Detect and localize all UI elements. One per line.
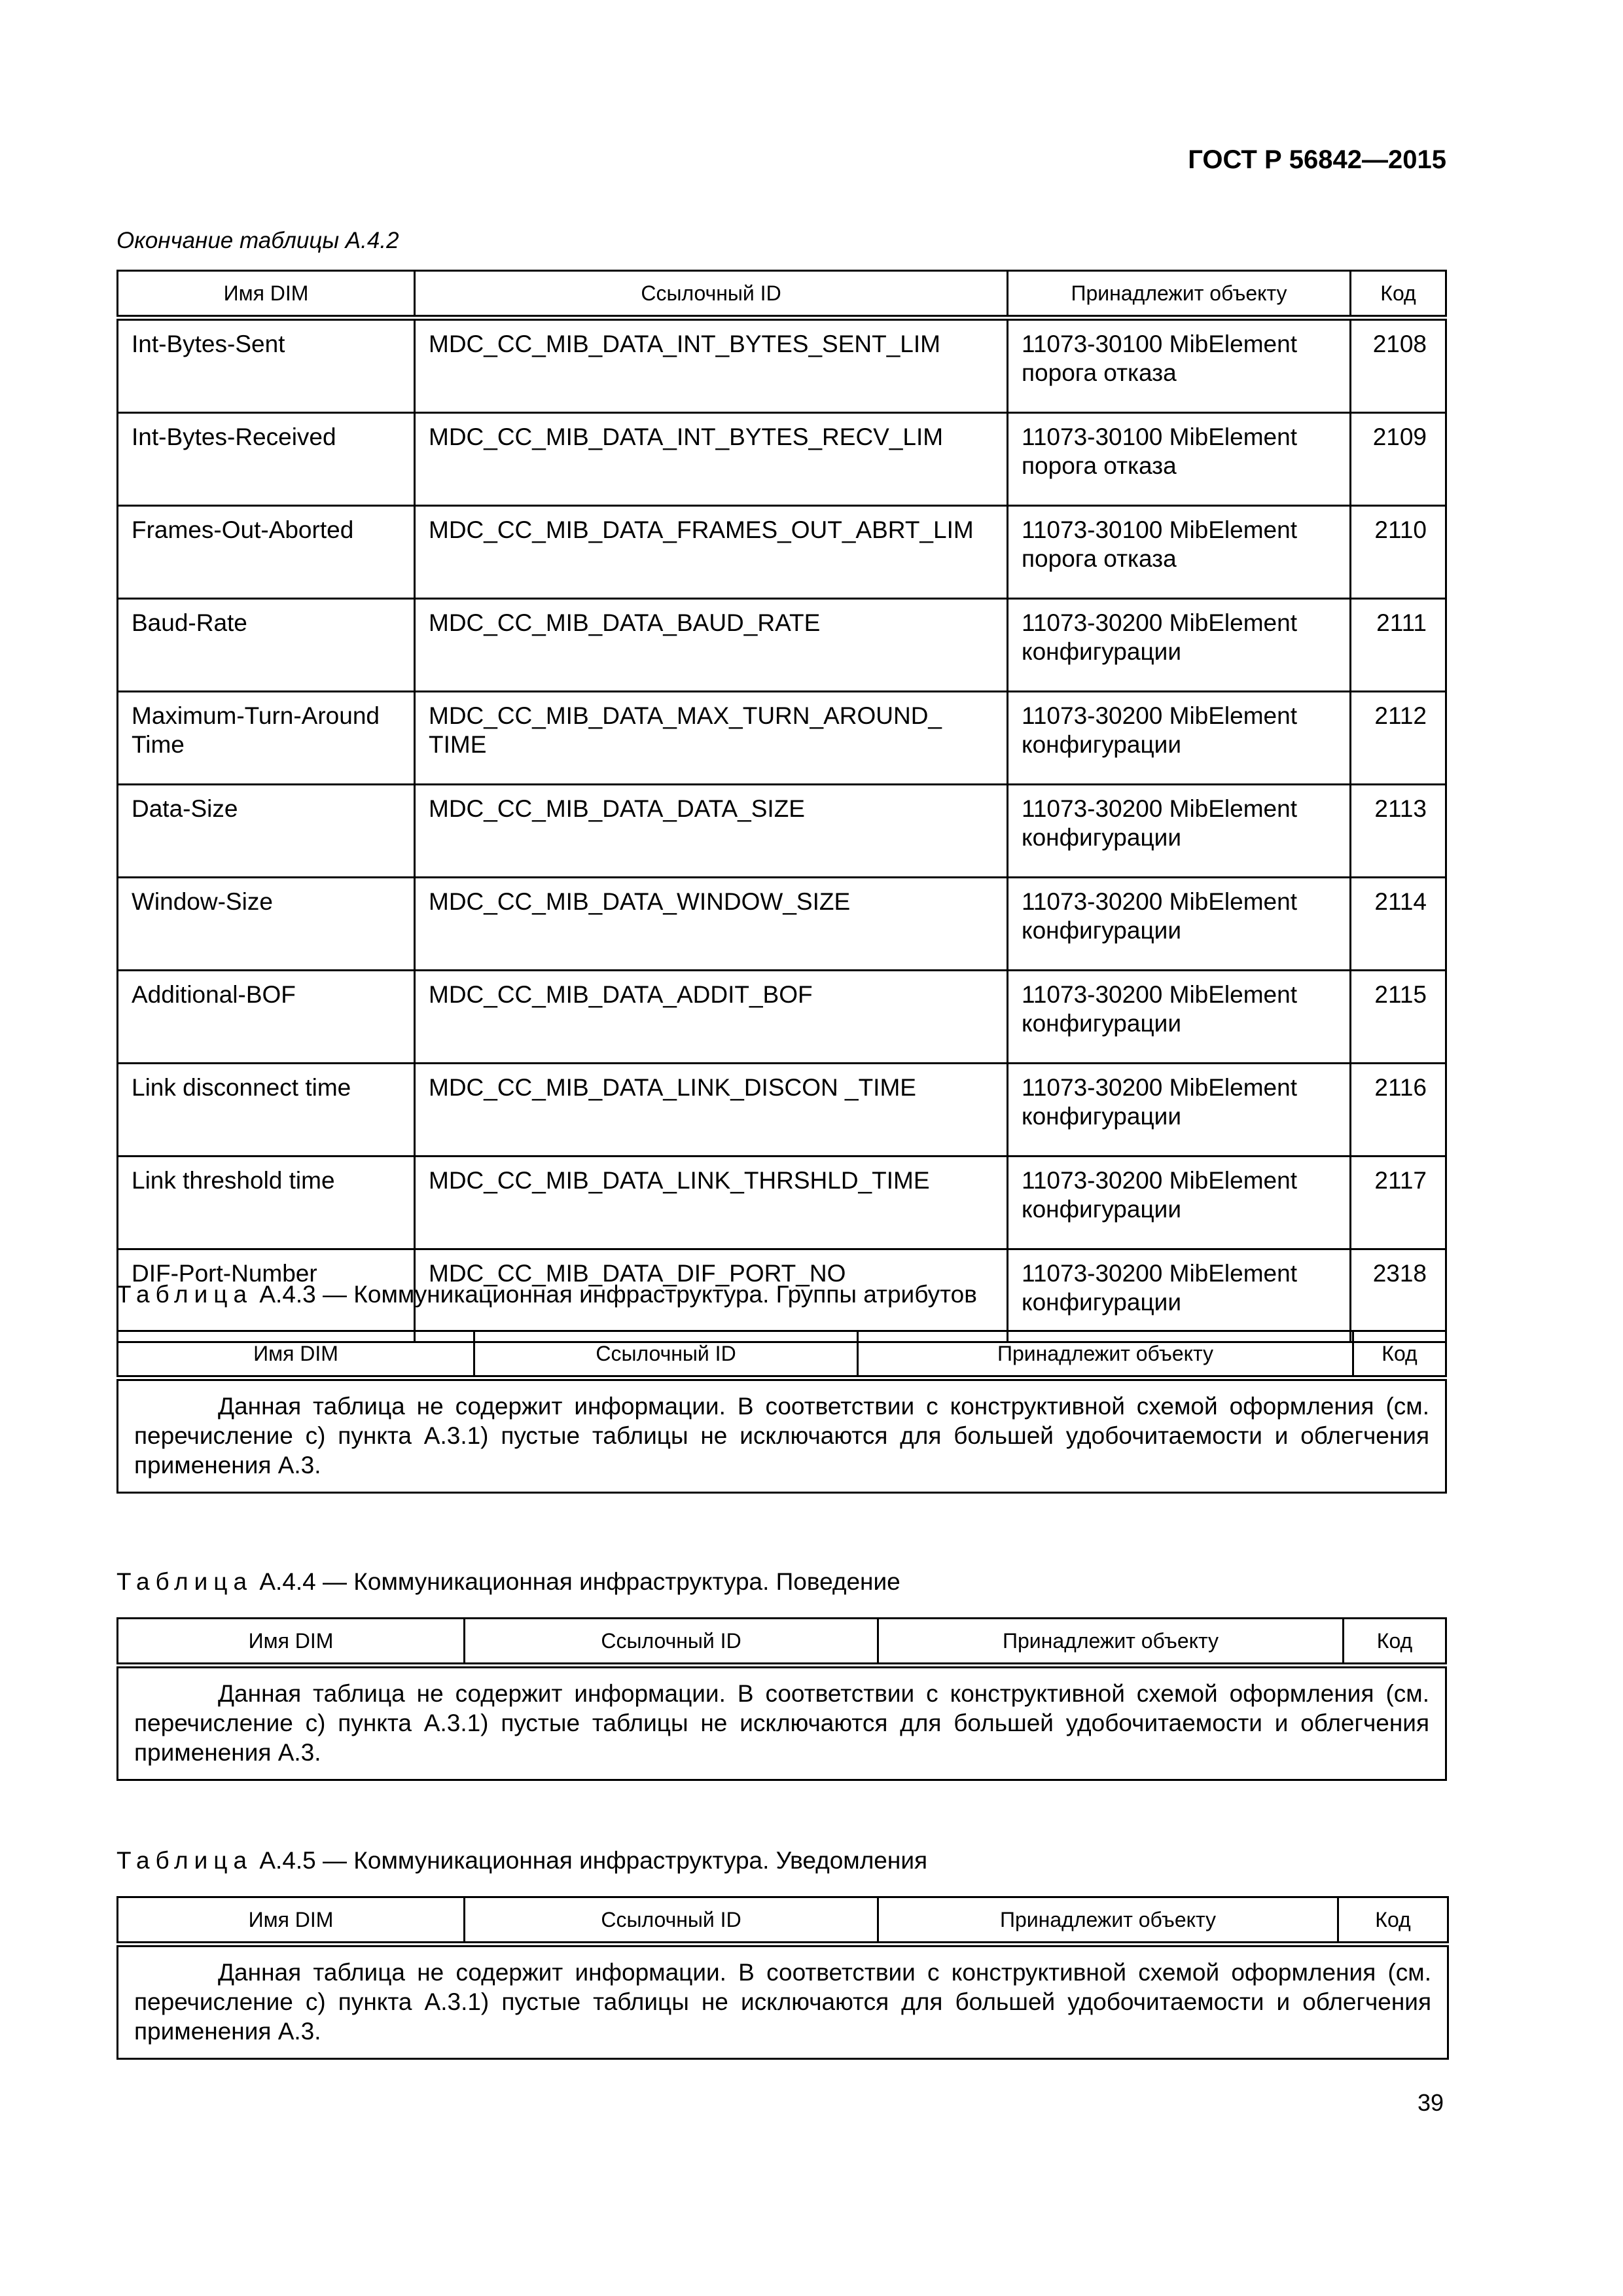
cell-ref-id: MDC_CC_MIB_DATA_INT_BYTES_SENT_LIM bbox=[415, 318, 1008, 413]
cell-belongs: 11073-30200 MibElement конфигурации bbox=[1008, 692, 1351, 785]
cell-code: 2116 bbox=[1351, 1064, 1446, 1157]
table-title: А.4.5 — Коммуникационная инфраструктура. Уведомления bbox=[253, 1847, 928, 1874]
column-header-ref-id: Ссылочный ID bbox=[415, 271, 1008, 318]
cell-belongs: 11073-30100 MibElement порога отказа bbox=[1008, 413, 1351, 506]
table-a43 bbox=[116, 1330, 1447, 1494]
table-a45 bbox=[116, 1896, 1449, 2060]
table-header-row bbox=[118, 1897, 1448, 1945]
table-row bbox=[118, 1157, 1446, 1249]
cell-dim-name: Maximum-Turn-Around Time bbox=[118, 692, 415, 785]
table-caption-a44 bbox=[116, 1568, 901, 1596]
table-row bbox=[118, 599, 1446, 692]
cell-ref-id: MDC_CC_MIB_DATA_INT_BYTES_RECV_LIM bbox=[415, 413, 1008, 506]
cell-code: 2318 bbox=[1351, 1249, 1446, 1342]
page-number: 39 bbox=[1417, 2089, 1444, 2116]
table-title: А.4.3 — Коммуникационная инфраструктура. Группы атрибутов bbox=[253, 1281, 977, 1308]
table-row bbox=[118, 971, 1446, 1064]
column-header-dim-name: Имя DIM bbox=[118, 1331, 474, 1378]
column-header-dim-name: Имя DIM bbox=[118, 1897, 465, 1945]
table-row bbox=[118, 1378, 1446, 1493]
table-row bbox=[118, 1064, 1446, 1157]
column-header-belongs: Принадлежит объекту bbox=[878, 1897, 1338, 1945]
cell-code: 2108 bbox=[1351, 318, 1446, 413]
table-a44 bbox=[116, 1617, 1447, 1781]
table-row bbox=[118, 1666, 1446, 1780]
table-row bbox=[118, 413, 1446, 506]
empty-table-note: Данная таблица не содержит информации. В соответствии с конструктивной схемой оформления (см. перечисление с) пункта А.3.1) пустые таблицы не исключаются для большей удобочитаемости и облегчения применения А.3. bbox=[118, 1378, 1446, 1493]
cell-dim-name: Frames-Out-Aborted bbox=[118, 506, 415, 599]
cell-belongs: 11073-30100 MibElement порога отказа bbox=[1008, 506, 1351, 599]
table-label: Таблица bbox=[116, 1568, 253, 1595]
column-header-belongs: Принадлежит объекту bbox=[858, 1331, 1353, 1378]
cell-belongs: 11073-30200 MibElement конфигурации bbox=[1008, 785, 1351, 878]
cell-ref-id: MDC_CC_MIB_DATA_DATA_SIZE bbox=[415, 785, 1008, 878]
cell-ref-id: MDC_CC_MIB_DATA_WINDOW_SIZE bbox=[415, 878, 1008, 971]
cell-belongs: 11073-30100 MibElement порога отказа bbox=[1008, 318, 1351, 413]
column-header-belongs: Принадлежит объекту bbox=[878, 1619, 1344, 1666]
table-row bbox=[118, 878, 1446, 971]
cell-code: 2111 bbox=[1351, 599, 1446, 692]
table-row bbox=[118, 785, 1446, 878]
cell-belongs: 11073-30200 MibElement конфигурации bbox=[1008, 1249, 1351, 1342]
cell-dim-name: Window-Size bbox=[118, 878, 415, 971]
table-title: А.4.4 — Коммуникационная инфраструктура. Поведение bbox=[253, 1568, 901, 1595]
table-label: Таблица bbox=[116, 1847, 253, 1874]
document-code: ГОСТ Р 56842—2015 bbox=[1188, 145, 1446, 174]
cell-belongs: 11073-30200 MibElement конфигурации bbox=[1008, 599, 1351, 692]
table-continuation-caption: Окончание таблицы А.4.2 bbox=[116, 228, 399, 253]
table-header-row bbox=[118, 1619, 1446, 1666]
cell-ref-id: MDC_CC_MIB_DATA_LINK_THRSHLD_TIME bbox=[415, 1157, 1008, 1249]
cell-dim-name: DIF-Port-Number bbox=[118, 1249, 415, 1342]
cell-ref-id: MDC_CC_MIB_DATA_LINK_DISCON _TIME bbox=[415, 1064, 1008, 1157]
table-row bbox=[118, 506, 1446, 599]
table-label: Таблица bbox=[116, 1281, 253, 1308]
column-header-code: Код bbox=[1338, 1897, 1448, 1945]
cell-code: 2112 bbox=[1351, 692, 1446, 785]
table-caption-a45 bbox=[116, 1847, 927, 1874]
column-header-ref-id: Ссылочный ID bbox=[465, 1897, 878, 1945]
table-header-row bbox=[118, 1331, 1446, 1378]
column-header-code: Код bbox=[1344, 1619, 1446, 1666]
table-row bbox=[118, 692, 1446, 785]
cell-code: 2109 bbox=[1351, 413, 1446, 506]
cell-belongs: 11073-30200 MibElement конфигурации bbox=[1008, 878, 1351, 971]
cell-ref-id: MDC_CC_MIB_DATA_BAUD_RATE bbox=[415, 599, 1008, 692]
empty-table-note: Данная таблица не содержит информации. В соответствии с конструктивной схемой оформления (см. перечисление с) пункта А.3.1) пустые таблицы не исключаются для большей удобочитаемости и облегчения применения А.3. bbox=[118, 1666, 1446, 1780]
cell-code: 2114 bbox=[1351, 878, 1446, 971]
cell-ref-id: MDC_CC_MIB_DATA_MAX_TURN_AROUND_ TIME bbox=[415, 692, 1008, 785]
cell-belongs: 11073-30200 MibElement конфигурации bbox=[1008, 1064, 1351, 1157]
table-row bbox=[118, 1945, 1448, 2059]
cell-dim-name: Link threshold time bbox=[118, 1157, 415, 1249]
column-header-dim-name: Имя DIM bbox=[118, 271, 415, 318]
cell-code: 2113 bbox=[1351, 785, 1446, 878]
column-header-code: Код bbox=[1353, 1331, 1446, 1378]
cell-ref-id: MDC_CC_MIB_DATA_FRAMES_OUT_ABRT_LIM bbox=[415, 506, 1008, 599]
cell-dim-name: Int-Bytes-Received bbox=[118, 413, 415, 506]
table-a42 bbox=[116, 270, 1447, 1343]
cell-ref-id: MDC_CC_MIB_DATA_DIF_PORT_NO bbox=[415, 1249, 1008, 1342]
table-header-row bbox=[118, 271, 1446, 318]
cell-dim-name: Int-Bytes-Sent bbox=[118, 318, 415, 413]
table-caption-a43 bbox=[116, 1281, 977, 1308]
empty-table-note: Данная таблица не содержит информации. В соответствии с конструктивной схемой оформления (см. перечисление с) пункта А.3.1) пустые таблицы не исключаются для большей удобочитаемости и облегчения применения А.3. bbox=[118, 1945, 1448, 2059]
cell-belongs: 11073-30200 MibElement конфигурации bbox=[1008, 971, 1351, 1064]
cell-code: 2117 bbox=[1351, 1157, 1446, 1249]
column-header-code: Код bbox=[1351, 271, 1446, 318]
cell-dim-name: Baud-Rate bbox=[118, 599, 415, 692]
cell-dim-name: Data-Size bbox=[118, 785, 415, 878]
column-header-dim-name: Имя DIM bbox=[118, 1619, 465, 1666]
table-row bbox=[118, 318, 1446, 413]
column-header-belongs: Принадлежит объекту bbox=[1008, 271, 1351, 318]
column-header-ref-id: Ссылочный ID bbox=[474, 1331, 858, 1378]
column-header-ref-id: Ссылочный ID bbox=[465, 1619, 878, 1666]
table-body bbox=[118, 318, 1446, 1342]
cell-belongs: 11073-30200 MibElement конфигурации bbox=[1008, 1157, 1351, 1249]
cell-ref-id: MDC_CC_MIB_DATA_ADDIT_BOF bbox=[415, 971, 1008, 1064]
cell-code: 2115 bbox=[1351, 971, 1446, 1064]
cell-code: 2110 bbox=[1351, 506, 1446, 599]
cell-dim-name: Additional-BOF bbox=[118, 971, 415, 1064]
cell-dim-name: Link disconnect time bbox=[118, 1064, 415, 1157]
